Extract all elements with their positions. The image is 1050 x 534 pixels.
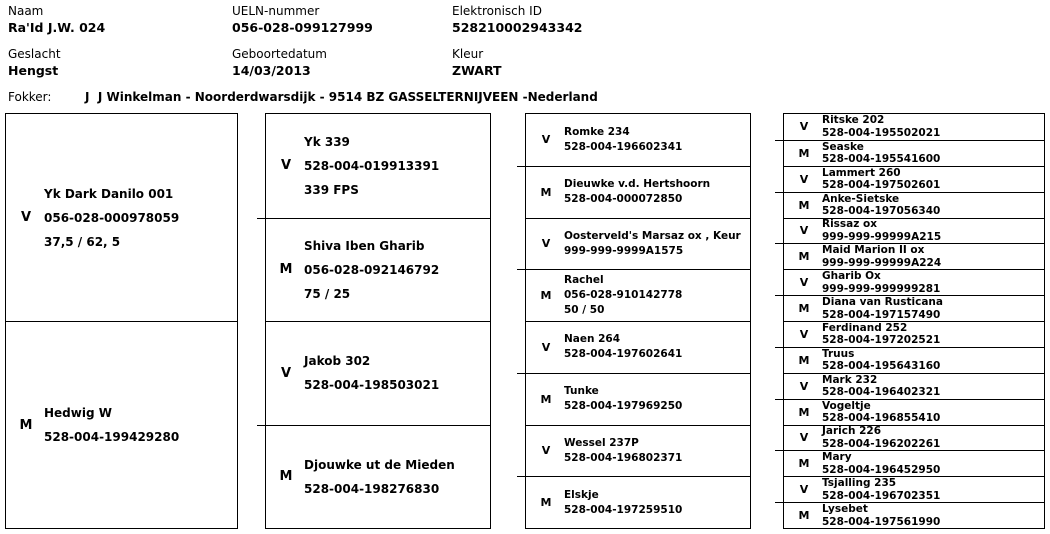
pedigree-cell	[784, 140, 1044, 166]
field-kleur	[452, 46, 502, 79]
horse-info	[822, 374, 940, 399]
horse-info	[564, 384, 682, 414]
registration-number: 528-004-197259510	[564, 503, 683, 516]
horse-name: Gharib Ox	[822, 270, 881, 283]
sex-label: M	[540, 496, 552, 510]
registration-number: 528-004-197056340	[822, 205, 941, 218]
horse-info	[304, 234, 439, 306]
horse-name: Jarich 226	[822, 425, 882, 438]
horse-info	[44, 182, 179, 254]
sex-label: V	[799, 327, 809, 341]
registration-number: 528-004-196202261	[822, 437, 941, 450]
pedigree-cell	[266, 218, 490, 322]
horse-info	[564, 436, 682, 466]
registration-number: 528-004-195643160	[822, 360, 941, 373]
field-value: 528210002943342	[452, 20, 583, 35]
horse-name: Vogeltje	[822, 399, 871, 412]
sex-label: M	[798, 353, 810, 367]
registration-number: 528-004-000072850	[564, 193, 683, 206]
horse-info	[822, 193, 940, 218]
pedigree-cell	[266, 425, 490, 529]
pedigree-cell	[526, 269, 750, 321]
pedigree-cell	[784, 218, 1044, 244]
horse-info	[304, 453, 455, 501]
sex-label: V	[799, 379, 809, 393]
horse-info	[564, 273, 682, 318]
sex-label: V	[799, 172, 809, 186]
field-value: 14/03/2013	[232, 63, 311, 78]
horse-name: Ritske 202	[822, 114, 885, 127]
horse-name: Seaske	[822, 140, 864, 153]
pedigree-cell	[784, 321, 1044, 347]
horse-name: Lysebet	[822, 503, 868, 516]
registration-number: 528-004-197502601	[822, 179, 941, 192]
horse-name: Lammert 260	[822, 166, 901, 179]
horse-info	[564, 229, 741, 259]
sex-label: V	[799, 224, 809, 238]
registration-number: 528-004-019913391	[304, 158, 440, 173]
field-label: Elektronisch ID	[452, 4, 542, 18]
breeder-value: J J Winkelman - Noorderdwarsdijk - 9514 BZ GASSELTERNIJVEEN -Nederland	[85, 90, 598, 104]
pedigree-cell	[784, 243, 1044, 269]
field-naam	[8, 3, 105, 36]
horse-name: Dieuwke v.d. Hertshoorn	[564, 178, 711, 191]
horse-info	[822, 244, 941, 269]
sex-label: M	[540, 185, 552, 199]
sex-label: M	[798, 509, 810, 523]
pedigree-cell	[784, 425, 1044, 451]
pedigree-cell	[266, 114, 490, 218]
registration-number: 056-028-910142778	[564, 289, 683, 302]
pedigree-cell	[784, 192, 1044, 218]
pedigree-cell	[784, 269, 1044, 295]
horse-name: Truus	[822, 347, 855, 360]
horse-name: Naen 264	[564, 333, 621, 346]
horse-info	[822, 114, 940, 139]
registration-number: 528-004-199429280	[44, 430, 180, 444]
sex-label: V	[20, 210, 32, 225]
sex-label: M	[540, 392, 552, 406]
sex-label: V	[541, 444, 551, 458]
sex-label: V	[799, 431, 809, 445]
field-label: Naam	[8, 4, 44, 18]
field-value: 056-028-099127999	[232, 20, 373, 35]
sex-label: V	[799, 483, 809, 497]
generation-great-great-grandparents	[783, 113, 1045, 529]
horse-name: Yk 339	[304, 134, 350, 149]
horse-info	[822, 322, 940, 347]
pedigree-cell	[6, 321, 237, 528]
horse-name: Maid Marion II ox	[822, 244, 925, 257]
horse-name: Shiva Iben Gharib	[304, 238, 425, 253]
horse-info	[822, 503, 940, 528]
sex-label: V	[799, 120, 809, 134]
registration-number: 999-999-999999281	[822, 282, 941, 295]
sex-label: V	[541, 133, 551, 147]
pedigree-cell	[784, 502, 1044, 528]
horse-name: Tunke	[564, 385, 599, 398]
field-geboortedatum	[232, 46, 327, 79]
pedigree-cell	[526, 166, 750, 218]
pedigree-cell	[784, 373, 1044, 399]
registration-number: 528-004-198276830	[304, 481, 440, 496]
horse-info	[822, 167, 940, 192]
sex-label: M	[798, 250, 810, 264]
registration-number: 528-004-195541600	[822, 153, 941, 166]
extra-info: 339 FPS	[304, 182, 359, 197]
horse-name: Rachel	[564, 274, 604, 287]
horse-info	[564, 125, 682, 155]
horse-name: Oosterveld's Marsaz ox , Keur	[564, 229, 741, 242]
field-label: Geslacht	[8, 47, 61, 61]
horse-info	[822, 270, 940, 295]
generation-parents	[5, 113, 238, 529]
pedigree-cell	[784, 295, 1044, 321]
registration-number: 528-004-198503021	[304, 378, 440, 393]
horse-name: Hedwig W	[44, 406, 112, 420]
extra-info: 75 / 25	[304, 286, 351, 301]
pedigree-cell	[784, 450, 1044, 476]
generation-grandparents	[265, 113, 491, 529]
horse-name: Elskje	[564, 488, 599, 501]
registration-number: 528-004-196855410	[822, 412, 941, 425]
horse-info	[822, 425, 940, 450]
field-geslacht	[8, 46, 61, 79]
sex-label: M	[798, 146, 810, 160]
registration-number: 528-004-197561990	[822, 515, 941, 528]
pedigree-cell	[526, 373, 750, 425]
sex-label: V	[280, 158, 292, 174]
sex-label: M	[798, 405, 810, 419]
field-value: Ra'Id J.W. 024	[8, 20, 106, 35]
registration-number: 528-004-195502021	[822, 126, 941, 139]
field-ueln-nummer	[232, 3, 373, 36]
sex-label: V	[799, 276, 809, 290]
horse-info	[822, 477, 940, 502]
pedigree-cell	[784, 114, 1044, 140]
horse-name: Diana van Rusticana	[822, 296, 943, 309]
registration-number: 528-004-196602341	[564, 140, 683, 153]
horse-name: Yk Dark Danilo 001	[44, 186, 174, 201]
sex-label: M	[798, 198, 810, 212]
pedigree-cell	[784, 399, 1044, 425]
pedigree-cell	[266, 321, 490, 425]
sex-label: M	[279, 469, 293, 485]
horse-name: Romke 234	[564, 125, 630, 138]
sex-label: V	[280, 365, 292, 381]
registration-number: 056-028-000978059	[44, 210, 180, 225]
horse-info	[822, 141, 940, 166]
horse-name: Rissaz ox	[822, 218, 878, 231]
pedigree-cell	[526, 321, 750, 373]
pedigree-cell	[526, 218, 750, 270]
sex-label: M	[540, 289, 552, 303]
horse-info	[564, 177, 710, 207]
field-label: UELN-nummer	[232, 4, 320, 18]
extra-info: 37,5 / 62, 5	[44, 234, 121, 249]
horse-name: Anke-Sietske	[822, 192, 900, 205]
sex-label: M	[19, 417, 33, 433]
horse-info	[564, 488, 682, 518]
registration-number: 528-004-196702351	[822, 489, 941, 502]
sex-label: M	[279, 262, 293, 278]
field-elektronisch-id	[452, 3, 582, 36]
field-value: Hengst	[8, 63, 59, 78]
breeder-row	[8, 90, 598, 105]
pedigree-cell	[784, 347, 1044, 373]
sex-label: M	[798, 302, 810, 316]
pedigree-cell	[784, 166, 1044, 192]
pedigree-cell	[6, 114, 237, 321]
horse-info	[822, 296, 943, 321]
horse-info	[564, 332, 682, 362]
registration-number: 528-004-197157490	[822, 308, 941, 321]
generation-great-grandparents	[525, 113, 751, 529]
field-value: ZWART	[452, 63, 502, 78]
registration-number: 528-004-196802371	[564, 451, 683, 464]
sex-label: V	[541, 340, 551, 354]
field-label: Geboortedatum	[232, 47, 327, 61]
field-label: Kleur	[452, 47, 484, 61]
horse-name: Wessel 237P	[564, 436, 639, 449]
registration-number: 999-999-99999A215	[822, 230, 942, 243]
sex-label: M	[798, 457, 810, 471]
horse-info	[304, 130, 439, 202]
horse-info	[44, 401, 179, 449]
registration-number: 056-028-092146792	[304, 262, 440, 277]
sex-label: V	[541, 237, 551, 251]
horse-info	[822, 451, 940, 476]
registration-number: 528-004-197202521	[822, 334, 941, 347]
horse-name: Djouwke ut de Mieden	[304, 457, 455, 472]
horse-info	[822, 348, 940, 373]
pedigree-cell	[526, 476, 750, 528]
registration-number: 999-999-99999A224	[822, 256, 942, 269]
registration-number: 999-999-9999A1575	[564, 244, 684, 257]
pedigree-cell	[526, 114, 750, 166]
pedigree-cell	[526, 425, 750, 477]
horse-info	[304, 349, 439, 397]
horse-name: Jakob 302	[304, 354, 371, 369]
registration-number: 528-004-197969250	[564, 400, 683, 413]
registration-number: 528-004-196402321	[822, 386, 941, 399]
horse-name: Tsjalling 235	[822, 477, 897, 490]
horse-name: Mary	[822, 451, 852, 464]
horse-name: Mark 232	[822, 373, 878, 386]
extra-info: 50 / 50	[564, 304, 605, 317]
horse-name: Ferdinand 252	[822, 321, 908, 334]
horse-info	[822, 400, 940, 425]
pedigree-cell	[784, 476, 1044, 502]
breeder-label: Fokker:	[8, 90, 52, 104]
registration-number: 528-004-197602641	[564, 348, 683, 361]
registration-number: 528-004-196452950	[822, 463, 941, 476]
horse-info	[822, 218, 941, 243]
